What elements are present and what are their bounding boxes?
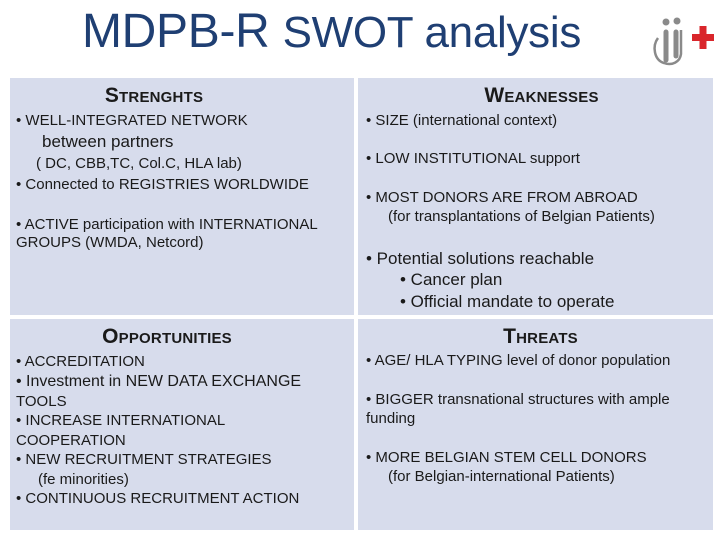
strength-item: between partners [42,132,174,151]
strength-item: ( DC, CBB,TC, Col.C, HLA lab) [36,155,242,172]
opportunity-item: • INCREASE INTERNATIONAL [16,412,226,429]
strength-item: • ACTIVE participation with INTERNATIONAL [16,216,318,233]
threat-item: • AGE/ HLA TYPING level of donor population [366,352,671,369]
strengths-heading: STRENGHTS [104,84,204,107]
strengths-quadrant [10,78,354,315]
weakness-item: • Official mandate to operate [400,292,615,311]
title-acronym: MDPB-R [82,5,270,58]
threats-heading: THREATS [503,325,578,348]
swot-grid [10,78,713,530]
threats-quadrant [358,319,713,530]
slide-title [82,4,581,59]
weakness-item: • MOST DONORS ARE FROM ABROAD [366,189,638,206]
opportunity-item: • ACCREDITATION [16,353,145,370]
weakness-item: • SIZE (international context) [366,112,558,129]
threat-item: • BIGGER transnational structures with ample [366,391,670,408]
strength-item: • WELL-INTEGRATED NETWORK [16,112,248,129]
opportunities-heading: OPPORTUNITIES [102,325,232,348]
weaknesses-quadrant [358,78,713,315]
registry-logo-icon [650,10,716,70]
weakness-item: • Potential solutions reachable [366,249,595,268]
title-subject: SWOT analysis [282,8,582,57]
strength-item: • Connected to REGISTRIES WORLDWIDE [16,176,309,193]
threat-item: (for Belgian-international Patients) [388,468,615,485]
opportunity-item: • Investment in NEW DATA EXCHANGE [16,373,302,390]
opportunity-item: • NEW RECRUITMENT STRATEGIES [16,451,272,468]
weakness-item: (for transplantations of Belgian Patients) [388,208,655,225]
weakness-item: • LOW INSTITUTIONAL support [366,150,580,167]
opportunity-item: COOPERATION [16,432,126,449]
opportunities-quadrant [10,319,354,530]
threat-item: funding [366,410,416,427]
weaknesses-heading: WEAKNESSES [484,84,599,107]
strength-item: GROUPS (WMDA, Netcord) [16,234,204,251]
opportunity-item: • CONTINUOUS RECRUITMENT ACTION [16,490,300,507]
weakness-item: • Cancer plan [400,270,503,289]
opportunity-item: TOOLS [16,393,67,410]
threat-item: • MORE BELGIAN STEM CELL DONORS [366,449,647,466]
opportunity-item: (fe minorities) [38,471,129,488]
